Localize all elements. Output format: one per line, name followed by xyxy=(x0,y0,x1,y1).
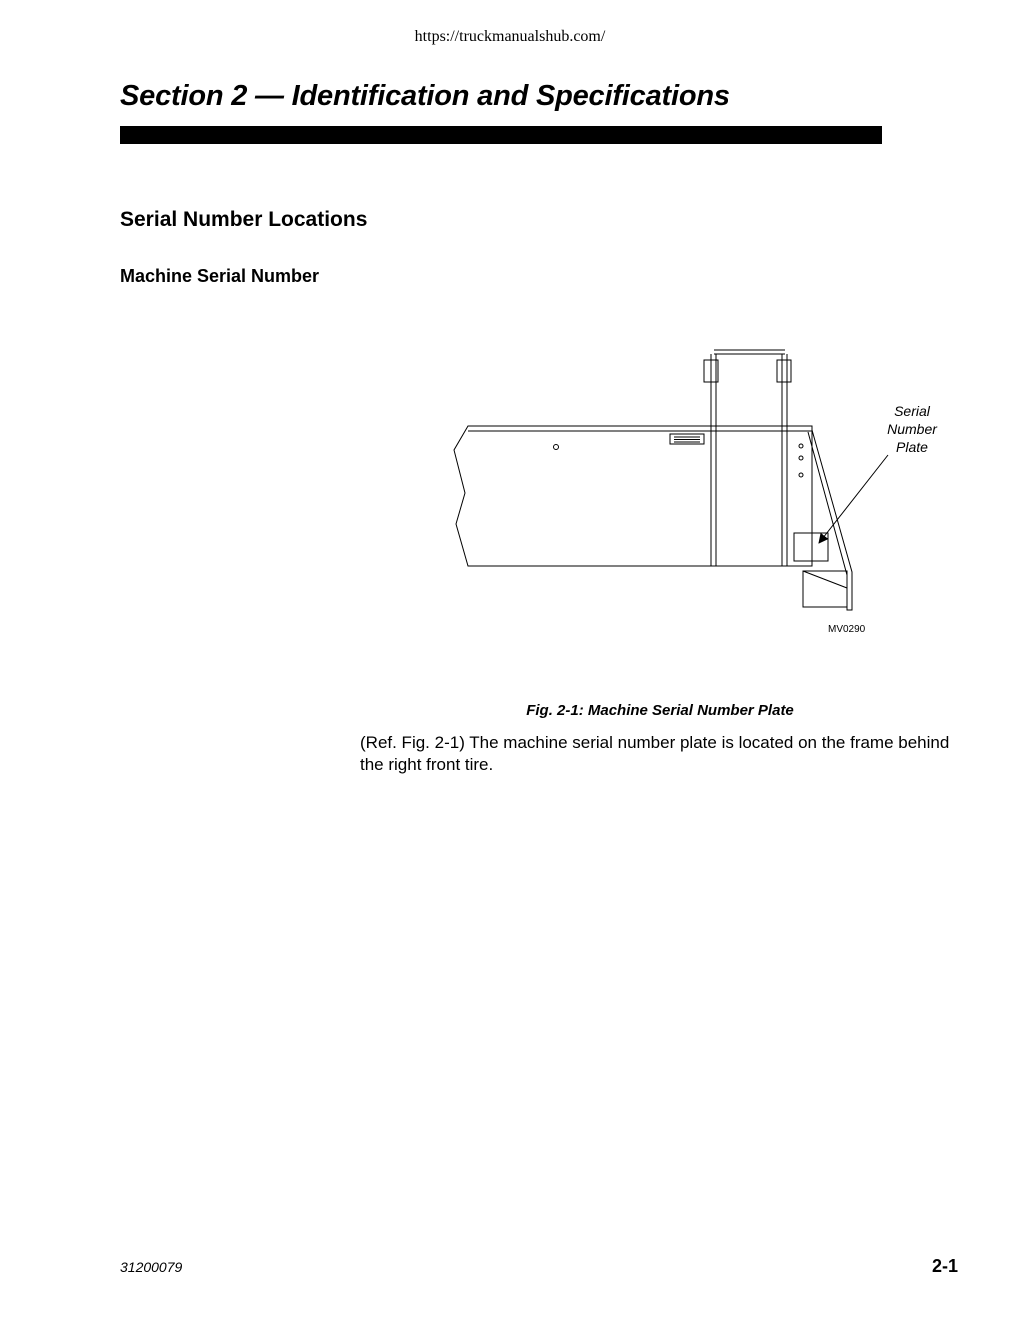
figure-caption: Fig. 2-1: Machine Serial Number Plate xyxy=(526,702,794,719)
rear-plate xyxy=(808,430,852,610)
lower-box xyxy=(803,571,847,607)
page-number: 2-1 xyxy=(932,1256,959,1276)
callout-arrow xyxy=(819,455,888,543)
body-paragraph: (Ref. Fig. 2-1) The machine serial number plate is located on the frame behind the right front tire. xyxy=(360,733,950,774)
frame-hole xyxy=(799,456,803,460)
figure-code: MV0290 xyxy=(828,624,866,635)
frame-hole xyxy=(799,473,803,477)
right-bracket xyxy=(777,360,791,382)
serial-number-plate xyxy=(794,533,828,561)
section-title: Section 2 — Identification and Specifications xyxy=(120,80,730,112)
section-heading: Serial Number Locations xyxy=(120,208,368,231)
title-rule xyxy=(120,126,882,144)
serial-number-plate-label: Serial Number Plate xyxy=(887,403,937,455)
subsection-heading: Machine Serial Number xyxy=(120,266,320,286)
frame-hole xyxy=(799,444,803,448)
document-number: 31200079 xyxy=(120,1259,183,1275)
source-url: https://truckmanualshub.com/ xyxy=(414,28,606,45)
machine-frame-figure xyxy=(440,340,960,650)
frame-outline xyxy=(454,426,812,566)
frame-hole xyxy=(554,445,559,450)
frame-illustration xyxy=(440,340,960,650)
